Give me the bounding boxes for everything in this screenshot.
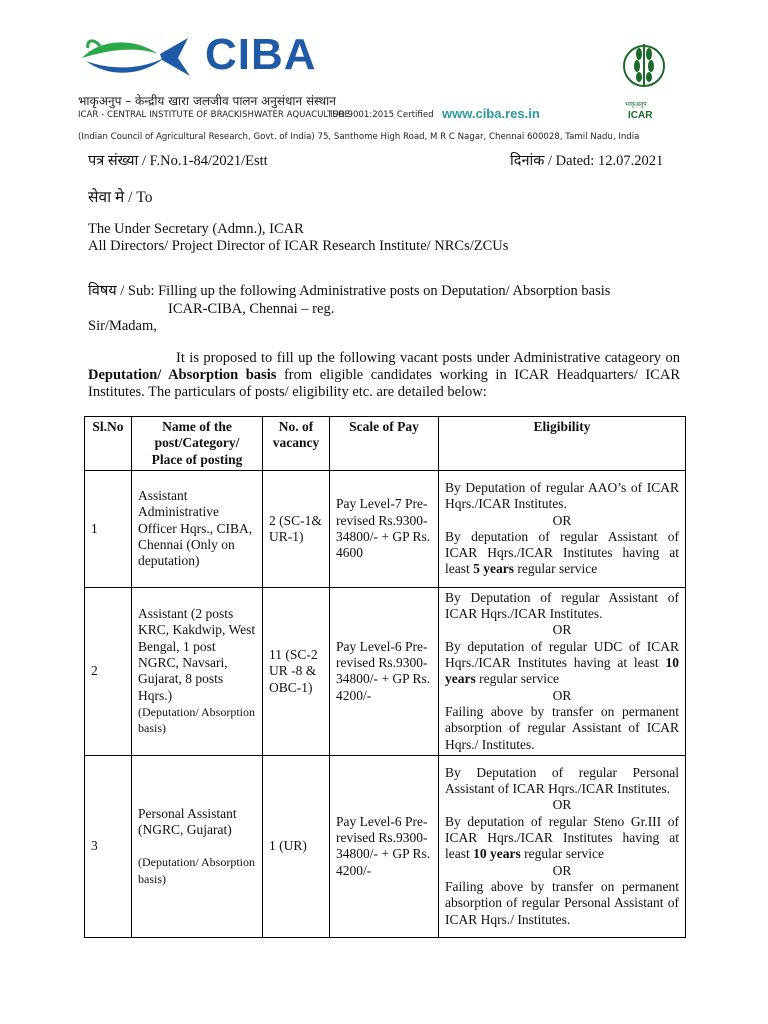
icar-label: ICAR (628, 110, 653, 121)
eligibility-or: OR (552, 512, 572, 528)
eligibility-option-3: Failing above by transfer on permanent absorption of regular Assistant of ICAR Hqrs./ Institutes. (445, 703, 679, 752)
subject-line-1: विषय / Sub: Filling up the following Administrative posts on Deputation/ Absorption basis (88, 283, 611, 299)
file-reference: पत्र संख्या / F.No.1-84/2021/Estt (88, 153, 268, 169)
institute-english-name: ICAR - CENTRAL INSTITUTE OF BRACKISHWATER AQUACULTURE (78, 110, 350, 120)
body-text-2: from eligible candidates working in ICAR Headquarters/ ICAR Institutes. The particulars of posts/ eligibility etc. are detailed below: (88, 367, 680, 400)
row-post (132, 755, 263, 937)
post-name: Assistant (2 posts KRC, Kakdwip, West Bengal, 1 post NGRC, Navsari, Gujarat, 8 posts Hqrs.) (138, 606, 256, 703)
row-pay-scale: Pay Level-6 Pre-revised Rs.9300-34800/- + GP Rs. 4200/- (330, 755, 439, 937)
row-eligibility (439, 755, 686, 937)
eligibility-option-2 (445, 639, 679, 688)
salutation: Sir/Madam, (88, 318, 157, 334)
row-vacancy: 2 (SC-1& UR-1) (263, 470, 330, 587)
eligibility-text: regular service (517, 561, 598, 577)
row-post (132, 470, 263, 587)
eligibility-text: By deputation of regular UDC of ICAR Hqrs./ICAR Institutes having at least (445, 638, 679, 671)
post-name: Assistant Administrative Officer Hqrs., CIBA, Chennai (Only on deputation) (138, 488, 253, 569)
row-pay-scale: Pay Level-7 Pre-revised Rs.9300-34800/- + GP Rs. 4600 (330, 470, 439, 587)
eligibility-text: By deputation of regular Assistant of ICAR Hqrs./ICAR Institutes having at least (445, 528, 679, 577)
post-note: (Deputation/ Absorption basis) (138, 704, 255, 736)
letter-date: दिनांक / Dated: 12.07.2021 (510, 153, 664, 169)
eligibility-or: OR (552, 797, 572, 813)
post-note: (Deputation/ Absorption basis) (138, 855, 255, 886)
row-eligibility (439, 470, 686, 587)
website-link[interactable]: www.ciba.res.in (442, 106, 540, 121)
ciba-wordmark: CIBA (205, 30, 317, 79)
eligibility-years: 5 years (473, 561, 514, 577)
post-name: Personal Assistant (NGRC, Gujarat) (138, 805, 237, 838)
row-sl-no: 1 (85, 470, 132, 587)
row-sl-no: 3 (85, 755, 132, 937)
eligibility-text: regular service (524, 846, 604, 862)
eligibility-or: OR (552, 862, 572, 878)
table-row (85, 755, 686, 937)
eligibility-option-3: Failing above by transfer on permanent absorption of regular Personal Assistant of ICAR Hqrs./ Institutes. (445, 878, 679, 927)
iso-certification: ISO 9001:2015 Certified (330, 110, 434, 120)
eligibility-option-1: By Deputation of regular AAO’s of ICAR Hqrs./ICAR Institutes. (445, 480, 679, 512)
header-scale-of-pay: Scale of Pay (330, 417, 439, 471)
institute-hindi-name: भाकृअनुप – केन्द्रीय खारा जलजीव पालन अनुसंधान संस्थान (78, 94, 336, 108)
row-eligibility (439, 587, 686, 755)
row-sl-no: 2 (85, 587, 132, 755)
eligibility-option-2 (445, 814, 679, 863)
posts-table (84, 416, 686, 938)
body-text-bold: Deputation/ Absorption basis (88, 367, 277, 383)
header-post-name: Name of the post/Category/ Place of posting (132, 417, 263, 471)
table-header-row (85, 417, 686, 471)
table-row (85, 470, 686, 587)
row-pay-scale: Pay Level-6 Pre-revised Rs.9300-34800/- + GP Rs. 4200/- (330, 587, 439, 755)
eligibility-or: OR (552, 622, 572, 638)
row-vacancy: 1 (UR) (263, 755, 330, 937)
header-eligibility: Eligibility (439, 417, 686, 471)
subject-line-2: ICAR-CIBA, Chennai – reg. (168, 301, 335, 317)
eligibility-option-1: By Deputation of regular Personal Assistant of ICAR Hqrs./ICAR Institutes. (445, 764, 679, 797)
institute-address: (Indian Council of Agricultural Research, Govt. of India) 75, Santhome High Road, M R C Nagar, Chennai 600028, Tamil Nadu, India (78, 132, 640, 142)
body-paragraph (88, 350, 680, 401)
eligibility-text: regular service (479, 671, 559, 687)
header-vacancy: No. of vacancy (263, 417, 330, 471)
eligibility-or: OR (552, 687, 572, 703)
eligibility-option-1: By Deputation of regular Assistant of ICAR Hqrs./ICAR Institutes. (445, 589, 679, 622)
recipient-line-1: The Under Secretary (Admn.), ICAR (88, 221, 304, 237)
body-text-1: It is proposed to fill up the following vacant posts under Administrative catageory on (176, 350, 680, 366)
row-post (132, 587, 263, 755)
recipient-line-2: All Directors/ Project Director of ICAR Research Institute/ NRCs/ZCUs (88, 238, 509, 254)
eligibility-years: 10 years (445, 655, 679, 687)
eligibility-text: By deputation of regular Steno Gr.III of ICAR Hqrs./ICAR Institutes having at least (445, 813, 679, 862)
eligibility-years: 10 years (473, 846, 521, 862)
eligibility-option-2 (445, 529, 679, 578)
header-sl-no: Sl.No (85, 417, 132, 471)
row-vacancy: 11 (SC-2 UR -8 & OBC-1) (263, 587, 330, 755)
to-label: सेवा मे / To (88, 189, 153, 206)
icar-hindi-label: भाकृअनुप (625, 101, 647, 108)
table-row (85, 587, 686, 755)
